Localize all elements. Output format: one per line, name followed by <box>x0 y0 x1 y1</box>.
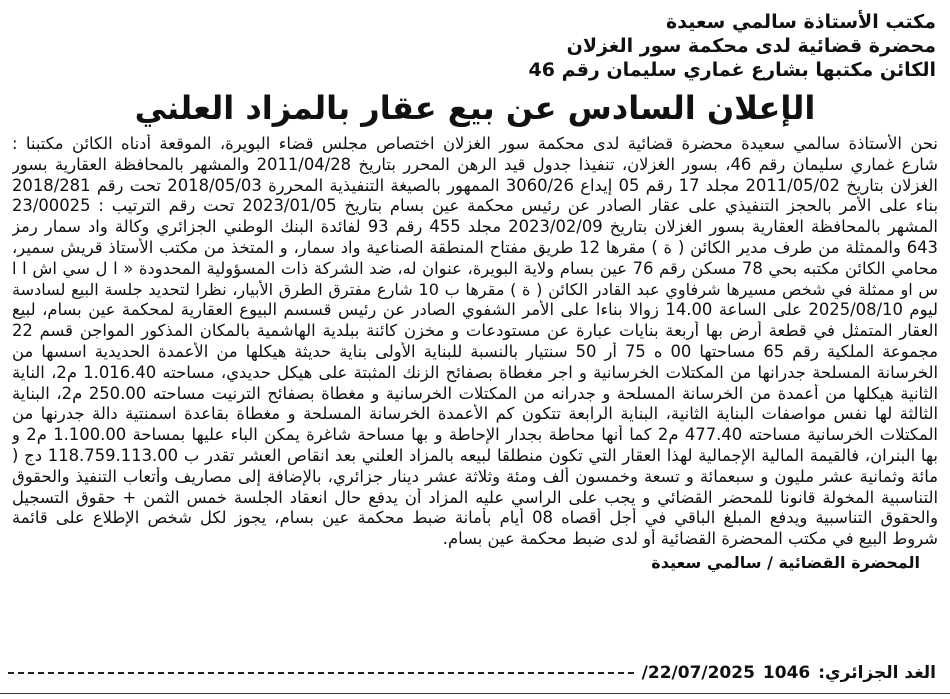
body-line: التناسبية المخولة قانونا للمحضر القضائي و يجب على الراسي عليه المزاد أن يدفع حال انعقاد الجلسة خمس الثمن + حقوق التسجيل <box>12 487 938 507</box>
body-line: مجموعة الملكية رقم 65 مساحتها 00 ه 75 أر 50 سنتيار بالنسبة للبناية الأولى بناية حديثة هيكلها من الأعمدة الحديدية اسسها من <box>12 341 938 361</box>
issue-number: 1046 <box>762 663 811 683</box>
body-line: الخرسانة المسلحة جدرانها من المكتلات الخرسانية و اجر مغطاة بصفائح الزنك المثبتة على هيكل حديدي، مساحته 1.016.40 م2، الناية <box>12 362 938 382</box>
body-line: 643 والممثلة من طرف مدير الكائن ( ة ) مقرها 12 طريق مفتاح المنطقة الصناعية واد سمار، و المتخذ من مكتب الأستاذ قريش سمير، <box>12 237 938 257</box>
body-line: ليوم 2025/08/10 على الساعة 14.00 زوالا بناءا على الأمر الشفوي الصادر عن رئيس قسسم البيوع العقارية لمحكمة عين بسام، لبيع <box>12 300 938 320</box>
notice-header <box>0 0 950 82</box>
body-line: بناء على الأمر بالحجز التنفيذي على عقار الصادر عن رئيس محكمة عين بسام بتاريخ 2023/01/05 تحت رقم الترتيب : 23/00025 <box>12 196 938 216</box>
body-line: محامي الكائن مكتبه بحي 78 مسكن رقم 76 عين بسام ولاية البويرة، عنوان له، ضد الشركة ذات المسؤولية المحدودة « ا ل سي اش ا ا <box>12 258 938 278</box>
dashed-rule <box>8 672 634 674</box>
body-line: س او ممثلة في شخص مسيرها شرفاوي عبد القادر الكائن ( ة ) مقرها ب 10 شارع مفترق الطرق الأبيار، نظرا لتحديد جلسة البيع لسادسة <box>12 279 938 299</box>
notice-body <box>0 134 950 550</box>
body-line: العقار المتمثل في قطعة أرض بها أربعة بنايات عبارة عن مستودعات و مخزن كائنة ببلدية الهاشمية بالمكان المذكور المواجن قسم 22 <box>12 321 938 341</box>
bottom-divider <box>0 693 950 694</box>
body-line: الثانية هيكلها من أعمدة من الخرسانة المسلحة و جدرانه من المكتلات الخرسانية و مغطاة بصفائح الترنيت مساحته 250.00 م2، البناية <box>12 383 938 403</box>
office-name: مكتب الأستاذة سالمي سعيدة <box>666 11 936 33</box>
body-line: الثالثة لها نفس مواصفات البناية الثانية، البناية الرابعة تتكون كم الأعمدة الخرسانة المسلحة و مغطاة بقاعدة اسمنتية دالة جدرنها من <box>12 404 938 424</box>
body-line: الغزلان بتاريخ 2011/05/02 مجلد 17 رقم 05 إيداع 3060/26 الممهور بالصيغة التنفيذية المحررة 2018/05/03 تحت رقم 2018/281 <box>12 175 938 195</box>
office-role: محضرة قضائية لدى محكمة سور الغزلان <box>566 35 936 57</box>
publication-date: 22/07/2025/ <box>641 663 755 683</box>
newspaper-name: الغد الجزائري: <box>818 663 936 683</box>
body-line: المكتلات الخرسانية مساحته 477.40 م2 كما أنها محاطة بجدار الإحاطة و بها مساحة شاغرة يمكن الباء عليها بمساحة 1.100.00 م2 و <box>12 425 938 445</box>
body-line: شروط البيع في مكتب المحضرة القضائية أو لدى ضبط محكمة عين بسام. <box>442 529 938 549</box>
body-line: شارع غماري سليمان رقم 46، بسور الغزلان، تنفيذا جدول قيد الرهن المحرر بتاريخ 2011/04/28 والمشهر بالمحافظة العقارية بسور <box>12 154 938 174</box>
body-line: نحن الأستاذة سالمي سعيدة محضرة قضائية لدى محكمة سور الغزلان اختصاص مجلس قضاء البويرة، الموقعة أدناه الكائن مكتبنا : <box>12 134 938 153</box>
office-address: الكائن مكتبها بشارع غماري سليمان رقم 46 <box>528 59 936 81</box>
publication-footer <box>0 658 950 688</box>
body-line: بها البنران، فالقيمة المالية الإجمالية لهذا العقار التي تكون منطلقا لبيعه بالمزاد العلني بعد انقاص العشر تقدر ب 118.759.113.00 دج ( <box>12 445 938 465</box>
notice-title: الإعلان السادس عن بيع عقار بالمزاد العلني <box>134 89 816 127</box>
signature: المحضرة القضائية / سالمي سعيدة <box>651 552 920 572</box>
body-line: مائة وثمانية عشر مليون و سبعمائة و تسعة وخمسون ألف ومئة وثلاثة عشر دينار جزائري، بالإضافة إلى مصاريف وأتعاب التنفيذ والحقوق <box>12 466 938 486</box>
body-line: والحقوق التناسبية ويدفع المبلغ الباقي في أجل أقصاه 08 أيام بأمانة ضبط محكمة عين بسام، يجوز لكل شخص الإطلاع على قائمة <box>12 508 938 528</box>
body-line: المشهر بالمحافظة العقارية بسور الغزلان بتاريخ 2023/02/09 مجلد 455 رقم 93 لفائدة البنك الوطني الجزائري وكالة واد سمار رمز <box>12 217 938 237</box>
